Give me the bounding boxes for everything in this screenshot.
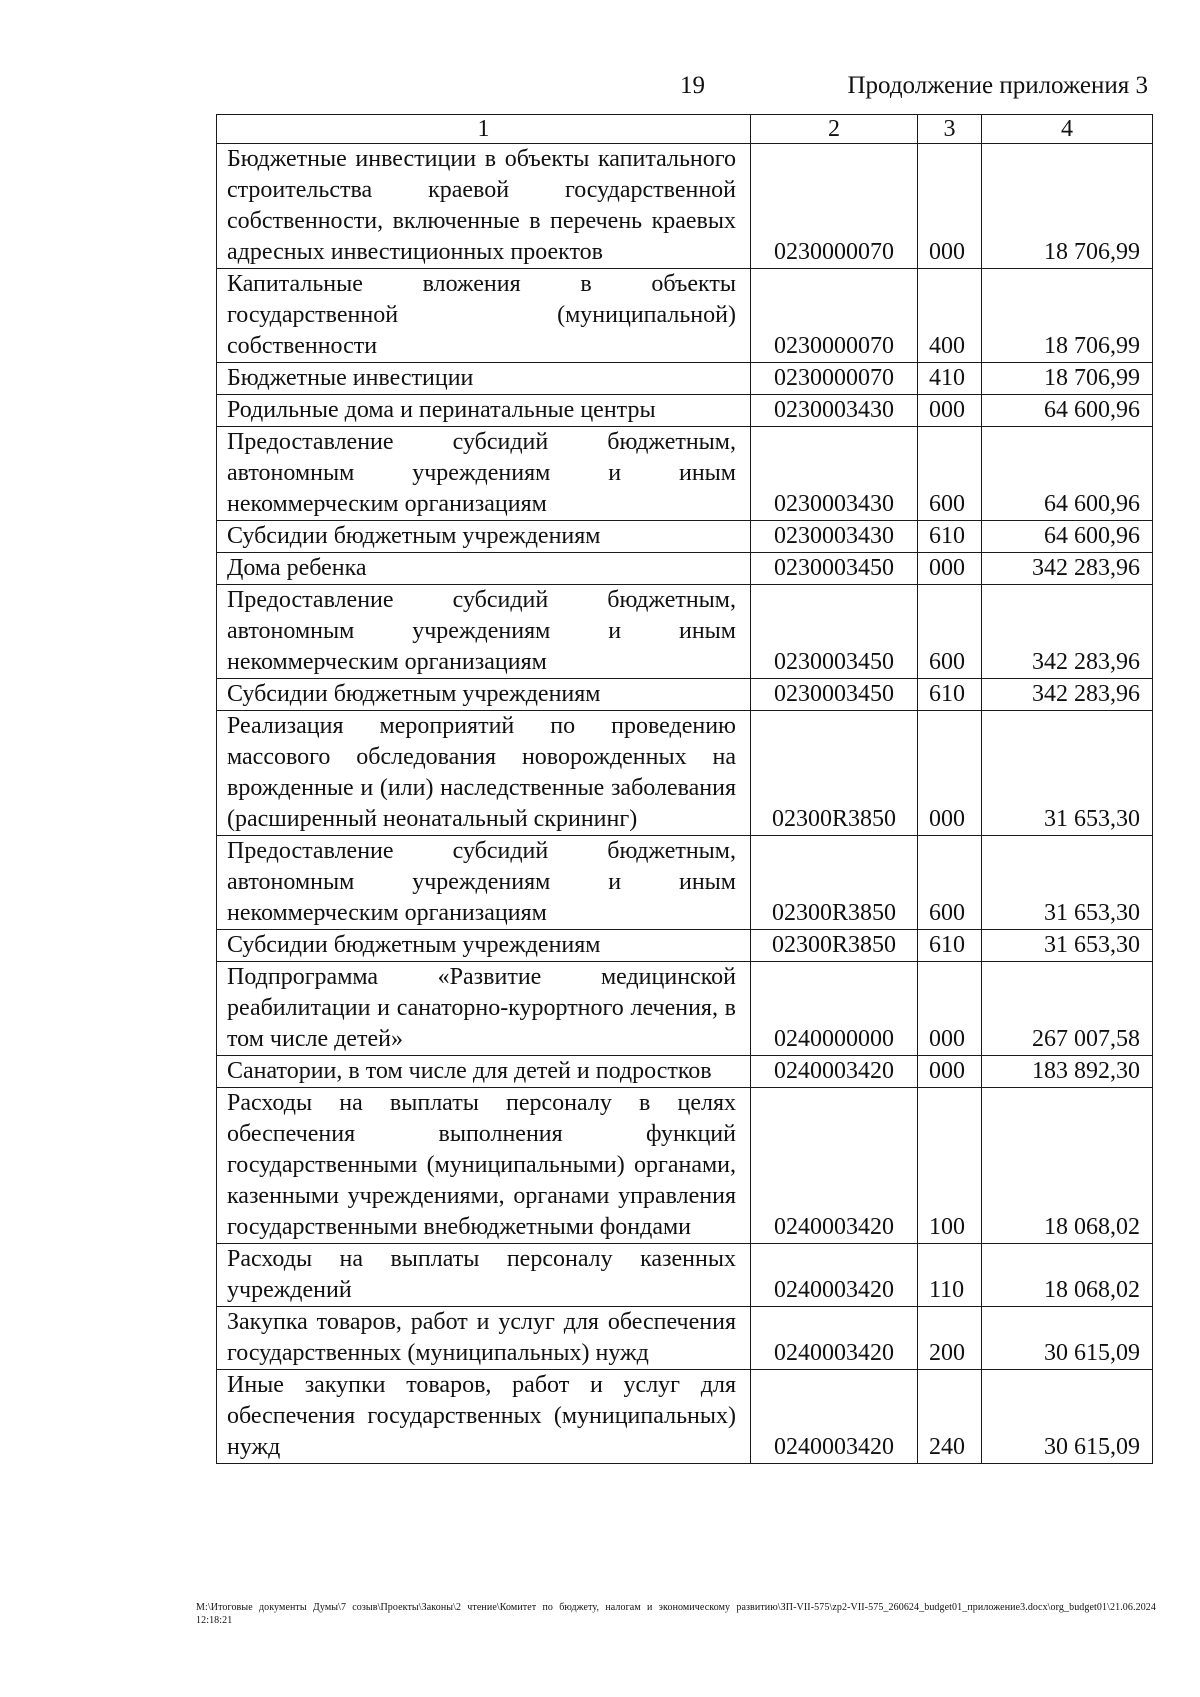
row-name-cell: Бюджетные инвестиции bbox=[217, 363, 751, 395]
row-name-cell: Предоставление субсидий бюджетным, автономным учреждениям и иным некоммерческим организациям bbox=[217, 836, 751, 930]
row-name-cell: Бюджетные инвестиции в объекты капитального строительства краевой государственной собственности, включенные в перечень краевых адресных инвестиционных проектов bbox=[217, 144, 751, 269]
table-row bbox=[217, 553, 1153, 585]
row-code-cell: 02300R3850 bbox=[751, 930, 918, 962]
row-code-cell: 0230000070 bbox=[751, 363, 918, 395]
row-name-cell: Субсидии бюджетным учреждениям bbox=[217, 679, 751, 711]
row-sum-cell: 64 600,96 bbox=[982, 521, 1153, 553]
row-type-cell: 240 bbox=[918, 1370, 982, 1464]
column-header: 2 bbox=[751, 115, 918, 144]
row-code-cell: 0240003420 bbox=[751, 1244, 918, 1307]
row-type-cell: 100 bbox=[918, 1088, 982, 1244]
row-type-cell: 610 bbox=[918, 679, 982, 711]
row-type-cell: 600 bbox=[918, 427, 982, 521]
row-type-cell: 000 bbox=[918, 962, 982, 1056]
row-code-cell: 02300R3850 bbox=[751, 711, 918, 836]
continuation-label: Продолжение приложения 3 bbox=[847, 72, 1148, 99]
row-sum-cell: 64 600,96 bbox=[982, 427, 1153, 521]
row-code-cell: 0240003420 bbox=[751, 1370, 918, 1464]
row-name-cell: Дома ребенка bbox=[217, 553, 751, 585]
row-name-cell: Подпрограмма «Развитие медицинской реабилитации и санаторно-курортного лечения, в том числе детей» bbox=[217, 962, 751, 1056]
row-name-cell: Закупка товаров, работ и услуг для обеспечения государственных (муниципальных) нужд bbox=[217, 1307, 751, 1370]
row-type-cell: 600 bbox=[918, 585, 982, 679]
row-name-cell: Иные закупки товаров, работ и услуг для обеспечения государственных (муниципальных) нужд bbox=[217, 1370, 751, 1464]
table-row bbox=[217, 395, 1153, 427]
page-number: 19 bbox=[680, 72, 705, 99]
budget-table bbox=[216, 114, 1153, 1464]
table-row bbox=[217, 711, 1153, 836]
row-sum-cell: 183 892,30 bbox=[982, 1056, 1153, 1088]
row-sum-cell: 30 615,09 bbox=[982, 1307, 1153, 1370]
row-name-cell: Родильные дома и перинатальные центры bbox=[217, 395, 751, 427]
row-code-cell: 0230003430 bbox=[751, 521, 918, 553]
row-sum-cell: 31 653,30 bbox=[982, 711, 1153, 836]
table-row bbox=[217, 427, 1153, 521]
footer-file-path: M:\Итоговые документы Думы\7 созыв\Проекты\Законы\2 чтение\Комитет по бюджету, налогам и экономическому развитию\ЗП-VII-575\zp2-VII-575_260624_budget01_приложение3.docx\org_budget01\21.06.2024 12:18:21 bbox=[196, 1602, 1156, 1626]
row-sum-cell: 30 615,09 bbox=[982, 1370, 1153, 1464]
row-code-cell: 0240003420 bbox=[751, 1056, 918, 1088]
row-name-cell: Санатории, в том числе для детей и подростков bbox=[217, 1056, 751, 1088]
row-name-cell: Субсидии бюджетным учреждениям bbox=[217, 521, 751, 553]
table-row bbox=[217, 269, 1153, 363]
row-code-cell: 0230003450 bbox=[751, 553, 918, 585]
row-sum-cell: 18 706,99 bbox=[982, 363, 1153, 395]
row-code-cell: 0230003430 bbox=[751, 395, 918, 427]
row-type-cell: 000 bbox=[918, 1056, 982, 1088]
row-name-cell: Расходы на выплаты персоналу в целях обеспечения выполнения функций государственными (муниципальными) органами, казенными учреждениями, органами управления государственными внебюджетными фондами bbox=[217, 1088, 751, 1244]
row-code-cell: 0230003430 bbox=[751, 427, 918, 521]
row-type-cell: 400 bbox=[918, 269, 982, 363]
table-row bbox=[217, 1307, 1153, 1370]
row-name-cell: Предоставление субсидий бюджетным, автономным учреждениям и иным некоммерческим организациям bbox=[217, 427, 751, 521]
row-sum-cell: 18 706,99 bbox=[982, 269, 1153, 363]
row-sum-cell: 31 653,30 bbox=[982, 836, 1153, 930]
table-row bbox=[217, 144, 1153, 269]
table-row bbox=[217, 1056, 1153, 1088]
row-name-cell: Предоставление субсидий бюджетным, автономным учреждениям и иным некоммерческим организациям bbox=[217, 585, 751, 679]
row-name-cell: Реализация мероприятий по проведению массового обследования новорожденных на врожденные и (или) наследственные заболевания (расширенный неонатальный скрининг) bbox=[217, 711, 751, 836]
row-sum-cell: 342 283,96 bbox=[982, 585, 1153, 679]
table-row bbox=[217, 679, 1153, 711]
row-sum-cell: 64 600,96 bbox=[982, 395, 1153, 427]
row-type-cell: 000 bbox=[918, 395, 982, 427]
row-code-cell: 0240003420 bbox=[751, 1307, 918, 1370]
row-sum-cell: 18 068,02 bbox=[982, 1244, 1153, 1307]
row-name-cell: Субсидии бюджетным учреждениям bbox=[217, 930, 751, 962]
table-row bbox=[217, 1370, 1153, 1464]
row-name-cell: Капитальные вложения в объекты государственной (муниципальной) собственности bbox=[217, 269, 751, 363]
row-type-cell: 000 bbox=[918, 711, 982, 836]
table-row bbox=[217, 585, 1153, 679]
column-header: 1 bbox=[217, 115, 751, 144]
row-type-cell: 200 bbox=[918, 1307, 982, 1370]
row-sum-cell: 31 653,30 bbox=[982, 930, 1153, 962]
row-code-cell: 0230000070 bbox=[751, 269, 918, 363]
row-name-cell: Расходы на выплаты персоналу казенных учреждений bbox=[217, 1244, 751, 1307]
row-type-cell: 600 bbox=[918, 836, 982, 930]
table-body bbox=[217, 115, 1153, 1464]
table-row bbox=[217, 962, 1153, 1056]
row-code-cell: 0230003450 bbox=[751, 679, 918, 711]
row-code-cell: 0230000070 bbox=[751, 144, 918, 269]
table-row bbox=[217, 1244, 1153, 1307]
table-header-row bbox=[217, 115, 1153, 144]
row-type-cell: 610 bbox=[918, 521, 982, 553]
table-row bbox=[217, 521, 1153, 553]
column-header: 3 bbox=[918, 115, 982, 144]
row-code-cell: 0240000000 bbox=[751, 962, 918, 1056]
table-row bbox=[217, 1088, 1153, 1244]
row-sum-cell: 342 283,96 bbox=[982, 679, 1153, 711]
row-type-cell: 000 bbox=[918, 553, 982, 585]
row-code-cell: 0240003420 bbox=[751, 1088, 918, 1244]
row-sum-cell: 267 007,58 bbox=[982, 962, 1153, 1056]
column-header: 4 bbox=[982, 115, 1153, 144]
table-row bbox=[217, 836, 1153, 930]
row-sum-cell: 18 706,99 bbox=[982, 144, 1153, 269]
row-code-cell: 0230003450 bbox=[751, 585, 918, 679]
row-type-cell: 410 bbox=[918, 363, 982, 395]
row-sum-cell: 18 068,02 bbox=[982, 1088, 1153, 1244]
row-code-cell: 02300R3850 bbox=[751, 836, 918, 930]
row-type-cell: 610 bbox=[918, 930, 982, 962]
row-type-cell: 000 bbox=[918, 144, 982, 269]
table-row bbox=[217, 930, 1153, 962]
table-row bbox=[217, 363, 1153, 395]
row-sum-cell: 342 283,96 bbox=[982, 553, 1153, 585]
row-type-cell: 110 bbox=[918, 1244, 982, 1307]
